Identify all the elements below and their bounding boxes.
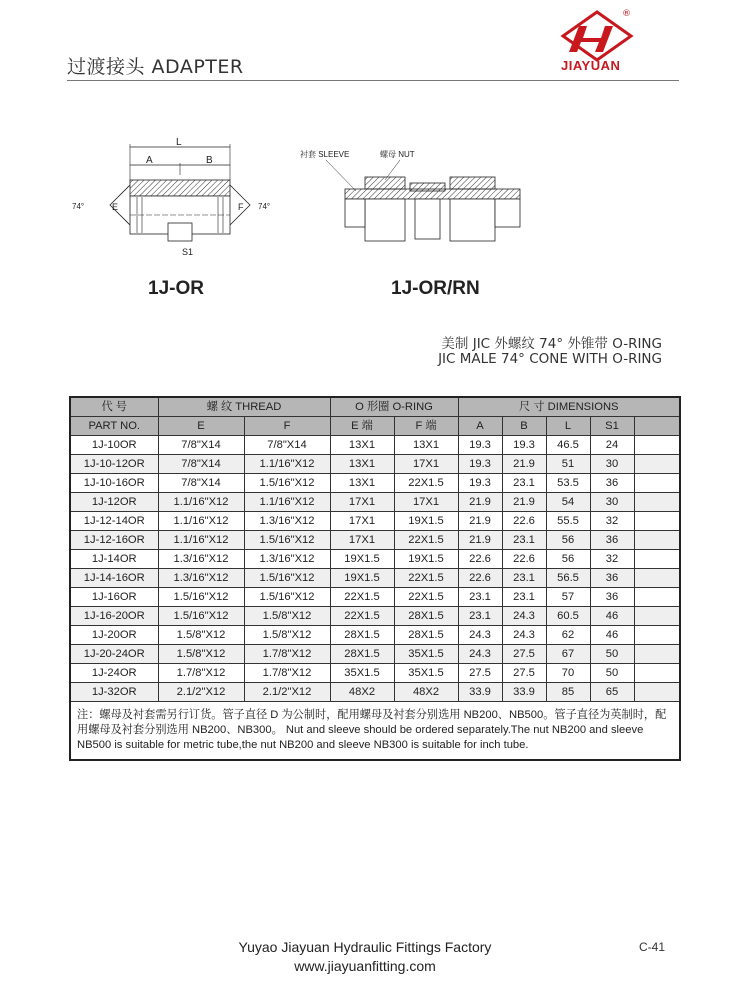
description-chinese: 美制 JIC 外螺纹 74° 外锥带 O-RING (441, 336, 662, 352)
table-cell: 1J-32OR (70, 683, 158, 702)
table-cell: 22.6 (502, 512, 546, 531)
table-cell: 70 (546, 664, 590, 683)
column-header: L (546, 417, 590, 436)
table-cell: 19.3 (458, 455, 502, 474)
table-cell-blank (634, 569, 680, 588)
table-cell: 28X1.5 (330, 626, 394, 645)
table-cell: 28X1.5 (394, 626, 458, 645)
table-cell: 1J-24OR (70, 664, 158, 683)
table-cell: 22X1.5 (394, 569, 458, 588)
table-cell: 17X1 (330, 531, 394, 550)
table-cell: 1.5/8"X12 (158, 626, 244, 645)
header-code: 代 号 (70, 397, 158, 417)
table-cell: 51 (546, 455, 590, 474)
column-header-blank (634, 417, 680, 436)
table-cell: 28X1.5 (330, 645, 394, 664)
table-cell: 22X1.5 (330, 607, 394, 626)
column-header: E (158, 417, 244, 436)
table-cell-blank (634, 683, 680, 702)
brand-name: JIAYUAN (561, 58, 621, 73)
table-cell: 22.6 (458, 550, 502, 569)
table-row (70, 474, 680, 493)
table-cell: 46.5 (546, 436, 590, 455)
table-cell: 85 (546, 683, 590, 702)
angle-right-label: 74° (258, 202, 271, 211)
table-cell-blank (634, 531, 680, 550)
table-cell: 19.3 (458, 436, 502, 455)
table-cell: 13X1 (330, 474, 394, 493)
label-s1: S1 (182, 247, 194, 257)
table-cell: 1J-14-16OR (70, 569, 158, 588)
table-row (70, 626, 680, 645)
table-cell: 1.5/16"X12 (244, 531, 330, 550)
header-dimensions: 尺 寸 DIMENSIONS (458, 397, 680, 417)
table-cell: 17X1 (394, 493, 458, 512)
table-cell: 17X1 (330, 512, 394, 531)
table-cell: 1.5/8"X12 (244, 626, 330, 645)
adapter-drawing (70, 135, 540, 265)
table-note-row (70, 702, 680, 761)
table-cell: 7/8"X14 (244, 436, 330, 455)
table-cell: 48X2 (330, 683, 394, 702)
page-number: C-41 (639, 940, 666, 954)
table-cell: 27.5 (458, 664, 502, 683)
table-cell: 23.1 (502, 474, 546, 493)
table-cell: 23.1 (502, 569, 546, 588)
table-cell: 1J-12-16OR (70, 531, 158, 550)
label-f: F (238, 202, 244, 212)
column-header: F (244, 417, 330, 436)
table-row (70, 550, 680, 569)
table-cell: 13X1 (330, 455, 394, 474)
table-cell: 1J-16OR (70, 588, 158, 607)
header-thread: 螺 纹 THREAD (158, 397, 330, 417)
table-cell-blank (634, 607, 680, 626)
table-cell: 1J-16-20OR (70, 607, 158, 626)
table-cell: 1.7/8"X12 (244, 645, 330, 664)
table-cell: 35X1.5 (330, 664, 394, 683)
table-cell: 22.6 (502, 550, 546, 569)
page-title: 过渡接头 ADAPTER (67, 56, 244, 78)
table-note: 注：螺母及衬套需另行订货。管子直径 D 为公制时，配用螺母及衬套分别选用 NB200、NB500。管子直径为英制时，配用螺母及衬套分别选用 NB200、NB300。 Nut and sleeve should be ordered separately.The nut NB200 and sleeve NB500 is suitable for metric tube,the nut NB200 and sleeve NB300 is suitable for inch tube. (70, 702, 680, 761)
table-cell: 7/8"X14 (158, 474, 244, 493)
table-cell: 35X1.5 (394, 645, 458, 664)
table-cell: 1.1/16"X12 (158, 493, 244, 512)
table-cell: 21.9 (458, 512, 502, 531)
label-l: L (176, 137, 182, 148)
table-row (70, 531, 680, 550)
table-cell: 21.9 (502, 455, 546, 474)
table-cell: 1.7/8"X12 (158, 664, 244, 683)
table-cell: 24.3 (502, 607, 546, 626)
table-cell-blank (634, 493, 680, 512)
table-cell: 1J-20OR (70, 626, 158, 645)
table-cell: 1.1/16"X12 (244, 455, 330, 474)
title-divider (67, 80, 679, 81)
table-cell: 56 (546, 531, 590, 550)
column-header: B (502, 417, 546, 436)
column-header: E 端 (330, 417, 394, 436)
table-row (70, 683, 680, 702)
table-row (70, 455, 680, 474)
table-cell: 1.1/16"X12 (244, 493, 330, 512)
table-cell: 19X1.5 (330, 569, 394, 588)
table-cell: 21.9 (458, 531, 502, 550)
table-cell: 1.5/16"X12 (244, 588, 330, 607)
specification-table (69, 396, 681, 761)
table-cell: 56.5 (546, 569, 590, 588)
table-cell: 36 (590, 588, 634, 607)
table-cell: 1.5/8"X12 (158, 645, 244, 664)
label-e: E (112, 202, 119, 212)
table-cell: 24.3 (458, 645, 502, 664)
table-cell: 24 (590, 436, 634, 455)
table-row (70, 512, 680, 531)
table-cell: 60.5 (546, 607, 590, 626)
table-cell: 28X1.5 (394, 607, 458, 626)
table-cell: 27.5 (502, 664, 546, 683)
table-cell: 65 (590, 683, 634, 702)
table-cell: 27.5 (502, 645, 546, 664)
table-cell: 1.7/8"X12 (244, 664, 330, 683)
table-row (70, 436, 680, 455)
table-cell: 1.5/16"X12 (158, 607, 244, 626)
model-1j-or-rn: 1J-OR/RN (391, 278, 480, 299)
table-cell-blank (634, 436, 680, 455)
table-cell: 19X1.5 (394, 550, 458, 569)
table-cell: 46 (590, 607, 634, 626)
table-cell: 36 (590, 474, 634, 493)
table-cell-blank (634, 474, 680, 493)
angle-left-label: 74° (72, 202, 85, 211)
table-cell: 1J-10-12OR (70, 455, 158, 474)
table-cell: 1.3/16"X12 (244, 512, 330, 531)
table-cell: 22X1.5 (394, 531, 458, 550)
table-cell: 30 (590, 455, 634, 474)
table-cell: 48X2 (394, 683, 458, 702)
table-cell: 30 (590, 493, 634, 512)
table-cell: 17X1 (330, 493, 394, 512)
table-cell: 23.1 (458, 607, 502, 626)
footer-website-link[interactable]: www.jiayuanfitting.com (294, 958, 436, 974)
adapter-1j-or-rn-drawing (300, 149, 520, 241)
column-header: S1 (590, 417, 634, 436)
table-cell: 1.5/16"X12 (158, 588, 244, 607)
table-cell: 1.1/16"X12 (158, 531, 244, 550)
table-cell-blank (634, 455, 680, 474)
header-oring: O 形圈 O-RING (330, 397, 458, 417)
table-group-header-row (70, 397, 680, 417)
description-english: JIC MALE 74° CONE WITH O-RING (438, 351, 662, 367)
table-cell: 67 (546, 645, 590, 664)
table-cell: 2.1/2"X12 (158, 683, 244, 702)
table-cell: 46 (590, 626, 634, 645)
table-cell: 54 (546, 493, 590, 512)
table-cell: 1.3/16"X12 (158, 550, 244, 569)
table-cell-blank (634, 664, 680, 683)
table-cell: 13X1 (394, 436, 458, 455)
table-cell: 1J-12OR (70, 493, 158, 512)
table-cell: 1J-12-14OR (70, 512, 158, 531)
registered-mark: ® (622, 9, 631, 19)
table-cell: 1.3/16"X12 (158, 569, 244, 588)
table-cell: 35X1.5 (394, 664, 458, 683)
table-cell: 56 (546, 550, 590, 569)
table-cell: 19.3 (458, 474, 502, 493)
table-cell: 17X1 (394, 455, 458, 474)
table-cell: 21.9 (502, 493, 546, 512)
table-cell: 1.5/16"X12 (244, 569, 330, 588)
column-header: F 端 (394, 417, 458, 436)
table-row (70, 664, 680, 683)
table-cell: 62 (546, 626, 590, 645)
table-row (70, 493, 680, 512)
table-cell: 53.5 (546, 474, 590, 493)
table-cell: 1J-20-24OR (70, 645, 158, 664)
table-cell: 33.9 (502, 683, 546, 702)
table-cell-blank (634, 588, 680, 607)
table-cell: 1.1/16"X12 (158, 512, 244, 531)
table-cell: 50 (590, 664, 634, 683)
table-cell: 1.5/8"X12 (244, 607, 330, 626)
table-cell: 7/8"X14 (158, 455, 244, 474)
table-cell: 1J-14OR (70, 550, 158, 569)
table-cell: 23.1 (502, 588, 546, 607)
table-cell: 22X1.5 (394, 474, 458, 493)
table-cell-blank (634, 645, 680, 664)
table-row (70, 607, 680, 626)
table-cell: 22X1.5 (394, 588, 458, 607)
label-b: B (206, 155, 213, 166)
footer-factory-name: Yuyao Jiayuan Hydraulic Fittings Factory (238, 939, 492, 955)
table-cell: 23.1 (458, 588, 502, 607)
nut-label: 螺母 NUT (380, 150, 415, 159)
table-cell: 36 (590, 531, 634, 550)
table-cell: 19X1.5 (394, 512, 458, 531)
table-cell-blank (634, 550, 680, 569)
table-cell: 24.3 (458, 626, 502, 645)
table-cell: 7/8"X14 (158, 436, 244, 455)
table-cell: 36 (590, 569, 634, 588)
table-cell: 22.6 (458, 569, 502, 588)
table-row (70, 588, 680, 607)
table-cell: 32 (590, 512, 634, 531)
table-cell: 1.5/16"X12 (244, 474, 330, 493)
label-a: A (146, 155, 153, 166)
column-header: PART NO. (70, 417, 158, 436)
table-cell: 21.9 (458, 493, 502, 512)
model-1j-or: 1J-OR (148, 278, 204, 299)
table-cell: 23.1 (502, 531, 546, 550)
table-cell: 22X1.5 (330, 588, 394, 607)
table-cell: 50 (590, 645, 634, 664)
sleeve-label: 衬套 SLEEVE (300, 150, 350, 159)
table-cell: 13X1 (330, 436, 394, 455)
table-cell: 57 (546, 588, 590, 607)
table-cell: 55.5 (546, 512, 590, 531)
table-row (70, 645, 680, 664)
table-cell-blank (634, 626, 680, 645)
table-cell: 1.3/16"X12 (244, 550, 330, 569)
table-cell: 32 (590, 550, 634, 569)
table-cell: 1J-10OR (70, 436, 158, 455)
column-header: A (458, 417, 502, 436)
table-cell-blank (634, 512, 680, 531)
table-cell: 2.1/2"X12 (244, 683, 330, 702)
table-column-header-row (70, 417, 680, 436)
table-cell: 1J-10-16OR (70, 474, 158, 493)
table-row (70, 569, 680, 588)
table-cell: 33.9 (458, 683, 502, 702)
table-cell: 19.3 (502, 436, 546, 455)
table-cell: 19X1.5 (330, 550, 394, 569)
adapter-1j-or-drawing (72, 137, 270, 257)
table-cell: 24.3 (502, 626, 546, 645)
